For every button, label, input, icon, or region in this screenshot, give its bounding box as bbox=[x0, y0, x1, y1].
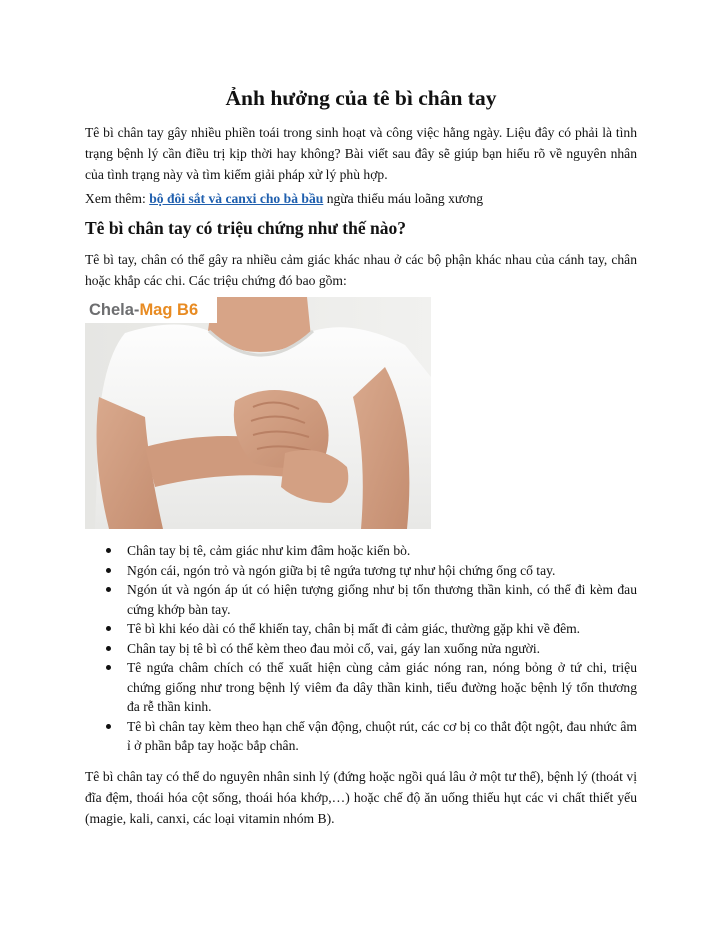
list-item: Chân tay bị tê bì có thể kèm theo đau mỏi cổ, vai, gáy lan xuống nửa người. bbox=[85, 639, 637, 659]
see-also-suffix: ngừa thiếu máu loãng xương bbox=[323, 191, 484, 206]
section-intro-paragraph: Tê bì tay, chân có thể gây ra nhiều cảm giác khác nhau ở các bộ phận khác nhau của cánh tay, chân hoặc khắp các chi. Các triệu chứng đó bao gồm: bbox=[85, 252, 637, 288]
list-item: Chân tay bị tê, cảm giác như kim đâm hoặc kiến bò. bbox=[85, 541, 637, 561]
list-item: Tê bì khi kéo dài có thể khiến tay, chân bị mất đi cảm giác, thường gặp khi về đêm. bbox=[85, 619, 637, 639]
list-item: Tê ngứa châm chích có thể xuất hiện cùng cảm giác nóng ran, nóng bỏng ở tứ chi, triệu chứng giống như trong bệnh lý viêm đa dây thần kinh, tiểu đường hoặc bệnh lý tổn thương đa rễ thần kinh. bbox=[85, 658, 637, 717]
intro-paragraph: Tê bì chân tay gây nhiều phiền toái trong sinh hoạt và công việc hằng ngày. Liệu đây có phải là tình trạng bệnh lý cần điều trị kịp thời hay không? Bài viết sau đây sẽ giúp bạn hiểu rõ về nguyên nhân của tình trạng này và tìm kiếm giải pháp xử lý phù hợp. bbox=[85, 125, 637, 182]
brand-logo: Chela-Mag B6 bbox=[85, 297, 217, 323]
list-item: Ngón út và ngón áp út có hiện tượng giống như bị tổn thương thần kinh, có thể đi kèm đau cứng khớp bàn tay. bbox=[85, 580, 637, 619]
see-also-link[interactable]: bộ đôi sắt và canxi cho bà bầu bbox=[149, 191, 324, 206]
article-photo bbox=[85, 297, 431, 529]
section-heading: Tê bì chân tay có triệu chứng như thế nào? bbox=[85, 218, 406, 238]
wrist-pain-illustration bbox=[85, 297, 431, 529]
conclusion-paragraph: Tê bì chân tay có thể do nguyên nhân sinh lý (đứng hoặc ngồi quá lâu ở một tư thế), bệnh lý (thoát vị đĩa đệm, thoái hóa cột sống, thoái hóa khớp,…) hoặc chế độ ăn uống thiếu hụt các vi chất thiết yếu (magie, kali, canxi, các loại vitamin nhóm B). bbox=[85, 769, 637, 826]
list-item: Tê bì chân tay kèm theo hạn chế vận động, chuột rút, các cơ bị co thắt đột ngột, đau nhức âm ỉ ở phần bắp tay hoặc bắp chân. bbox=[85, 717, 637, 756]
see-also-line bbox=[85, 188, 637, 209]
see-also-prefix: Xem thêm: bbox=[85, 191, 150, 206]
list-item: Ngón cái, ngón trỏ và ngón giữa bị tê ngứa tương tự như hội chứng ống cổ tay. bbox=[85, 561, 637, 581]
symptom-list bbox=[85, 541, 637, 756]
page-title: Ảnh hưởng của tê bì chân tay bbox=[225, 86, 497, 110]
